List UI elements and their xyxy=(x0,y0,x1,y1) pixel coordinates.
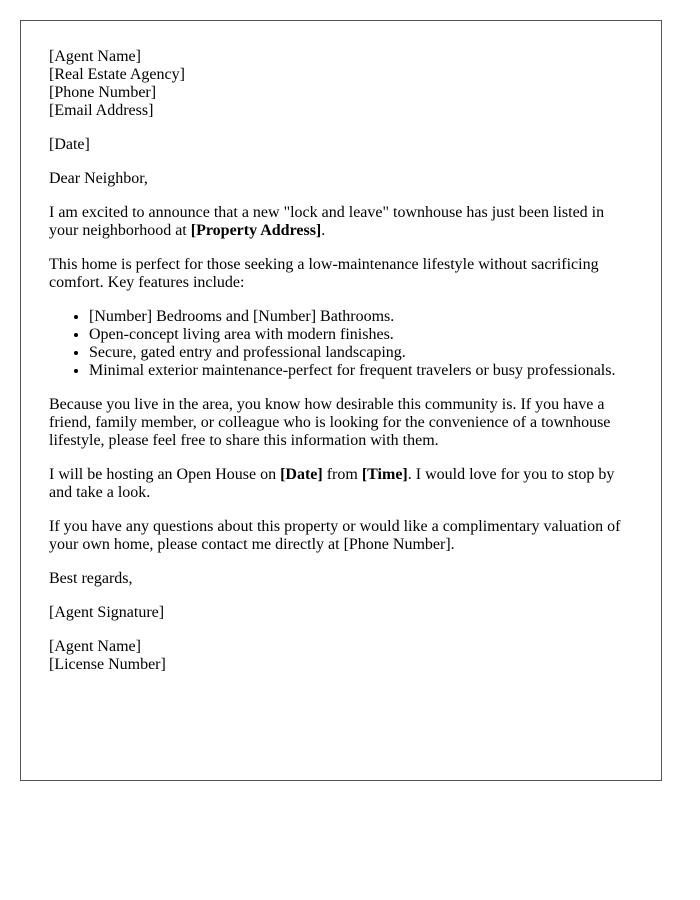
open-house-paragraph xyxy=(49,466,633,502)
closing: Best regards, xyxy=(49,570,133,587)
share-paragraph: Because you live in the area, you know how desirable this community is. If you have a friend, family member, or colleague who is looking for the convenience of a townhouse lifestyle, please feel free to share this information with them. xyxy=(49,396,611,449)
feature-item: • Secure, gated entry and professional landscaping. xyxy=(89,344,633,362)
contact-paragraph: If you have any questions about this property or would like a complimentary valuation of your own home, please contact me directly at [Phone Number]. xyxy=(49,518,621,553)
features-list xyxy=(49,308,633,380)
footer-agent-name: [Agent Name] xyxy=(49,638,141,655)
feature-item: • Open-concept living area with modern finishes. xyxy=(89,326,633,344)
sender-agency: [Real Estate Agency] xyxy=(49,66,185,83)
intro-paragraph xyxy=(49,204,633,240)
open-house-time: [Time] xyxy=(361,466,408,483)
sender-phone: [Phone Number] xyxy=(49,84,157,101)
intro-text: I am excited to announce that a new "lock and leave" townhouse has just been listed in your neighborhood at xyxy=(49,204,605,239)
footer-license: [License Number] xyxy=(49,656,166,673)
intro-end: . xyxy=(321,222,326,239)
signature: [Agent Signature] xyxy=(49,604,165,621)
features-intro: This home is perfect for those seeking a low-maintenance lifestyle without sacrificing comfort. Key features include: xyxy=(49,256,599,291)
sender-block xyxy=(49,48,633,120)
open-house-text: . I would love for you to stop by and take a look. xyxy=(49,466,615,501)
sender-name: [Agent Name] xyxy=(49,48,141,65)
property-address: [Property Address] xyxy=(190,222,322,239)
open-house-text: from xyxy=(322,466,362,483)
open-house-text: I will be hosting an Open House on xyxy=(49,466,281,483)
feature-item: • [Number] Bedrooms and [Number] Bathrooms. xyxy=(89,308,633,326)
feature-item: • Minimal exterior maintenance-perfect for frequent travelers or busy professionals. xyxy=(89,362,633,380)
sender-email: [Email Address] xyxy=(49,102,154,119)
footer-block xyxy=(49,638,633,674)
letter xyxy=(20,20,662,781)
salutation: Dear Neighbor, xyxy=(49,170,148,187)
open-house-date: [Date] xyxy=(280,466,323,483)
letter-date: [Date] xyxy=(49,136,90,153)
